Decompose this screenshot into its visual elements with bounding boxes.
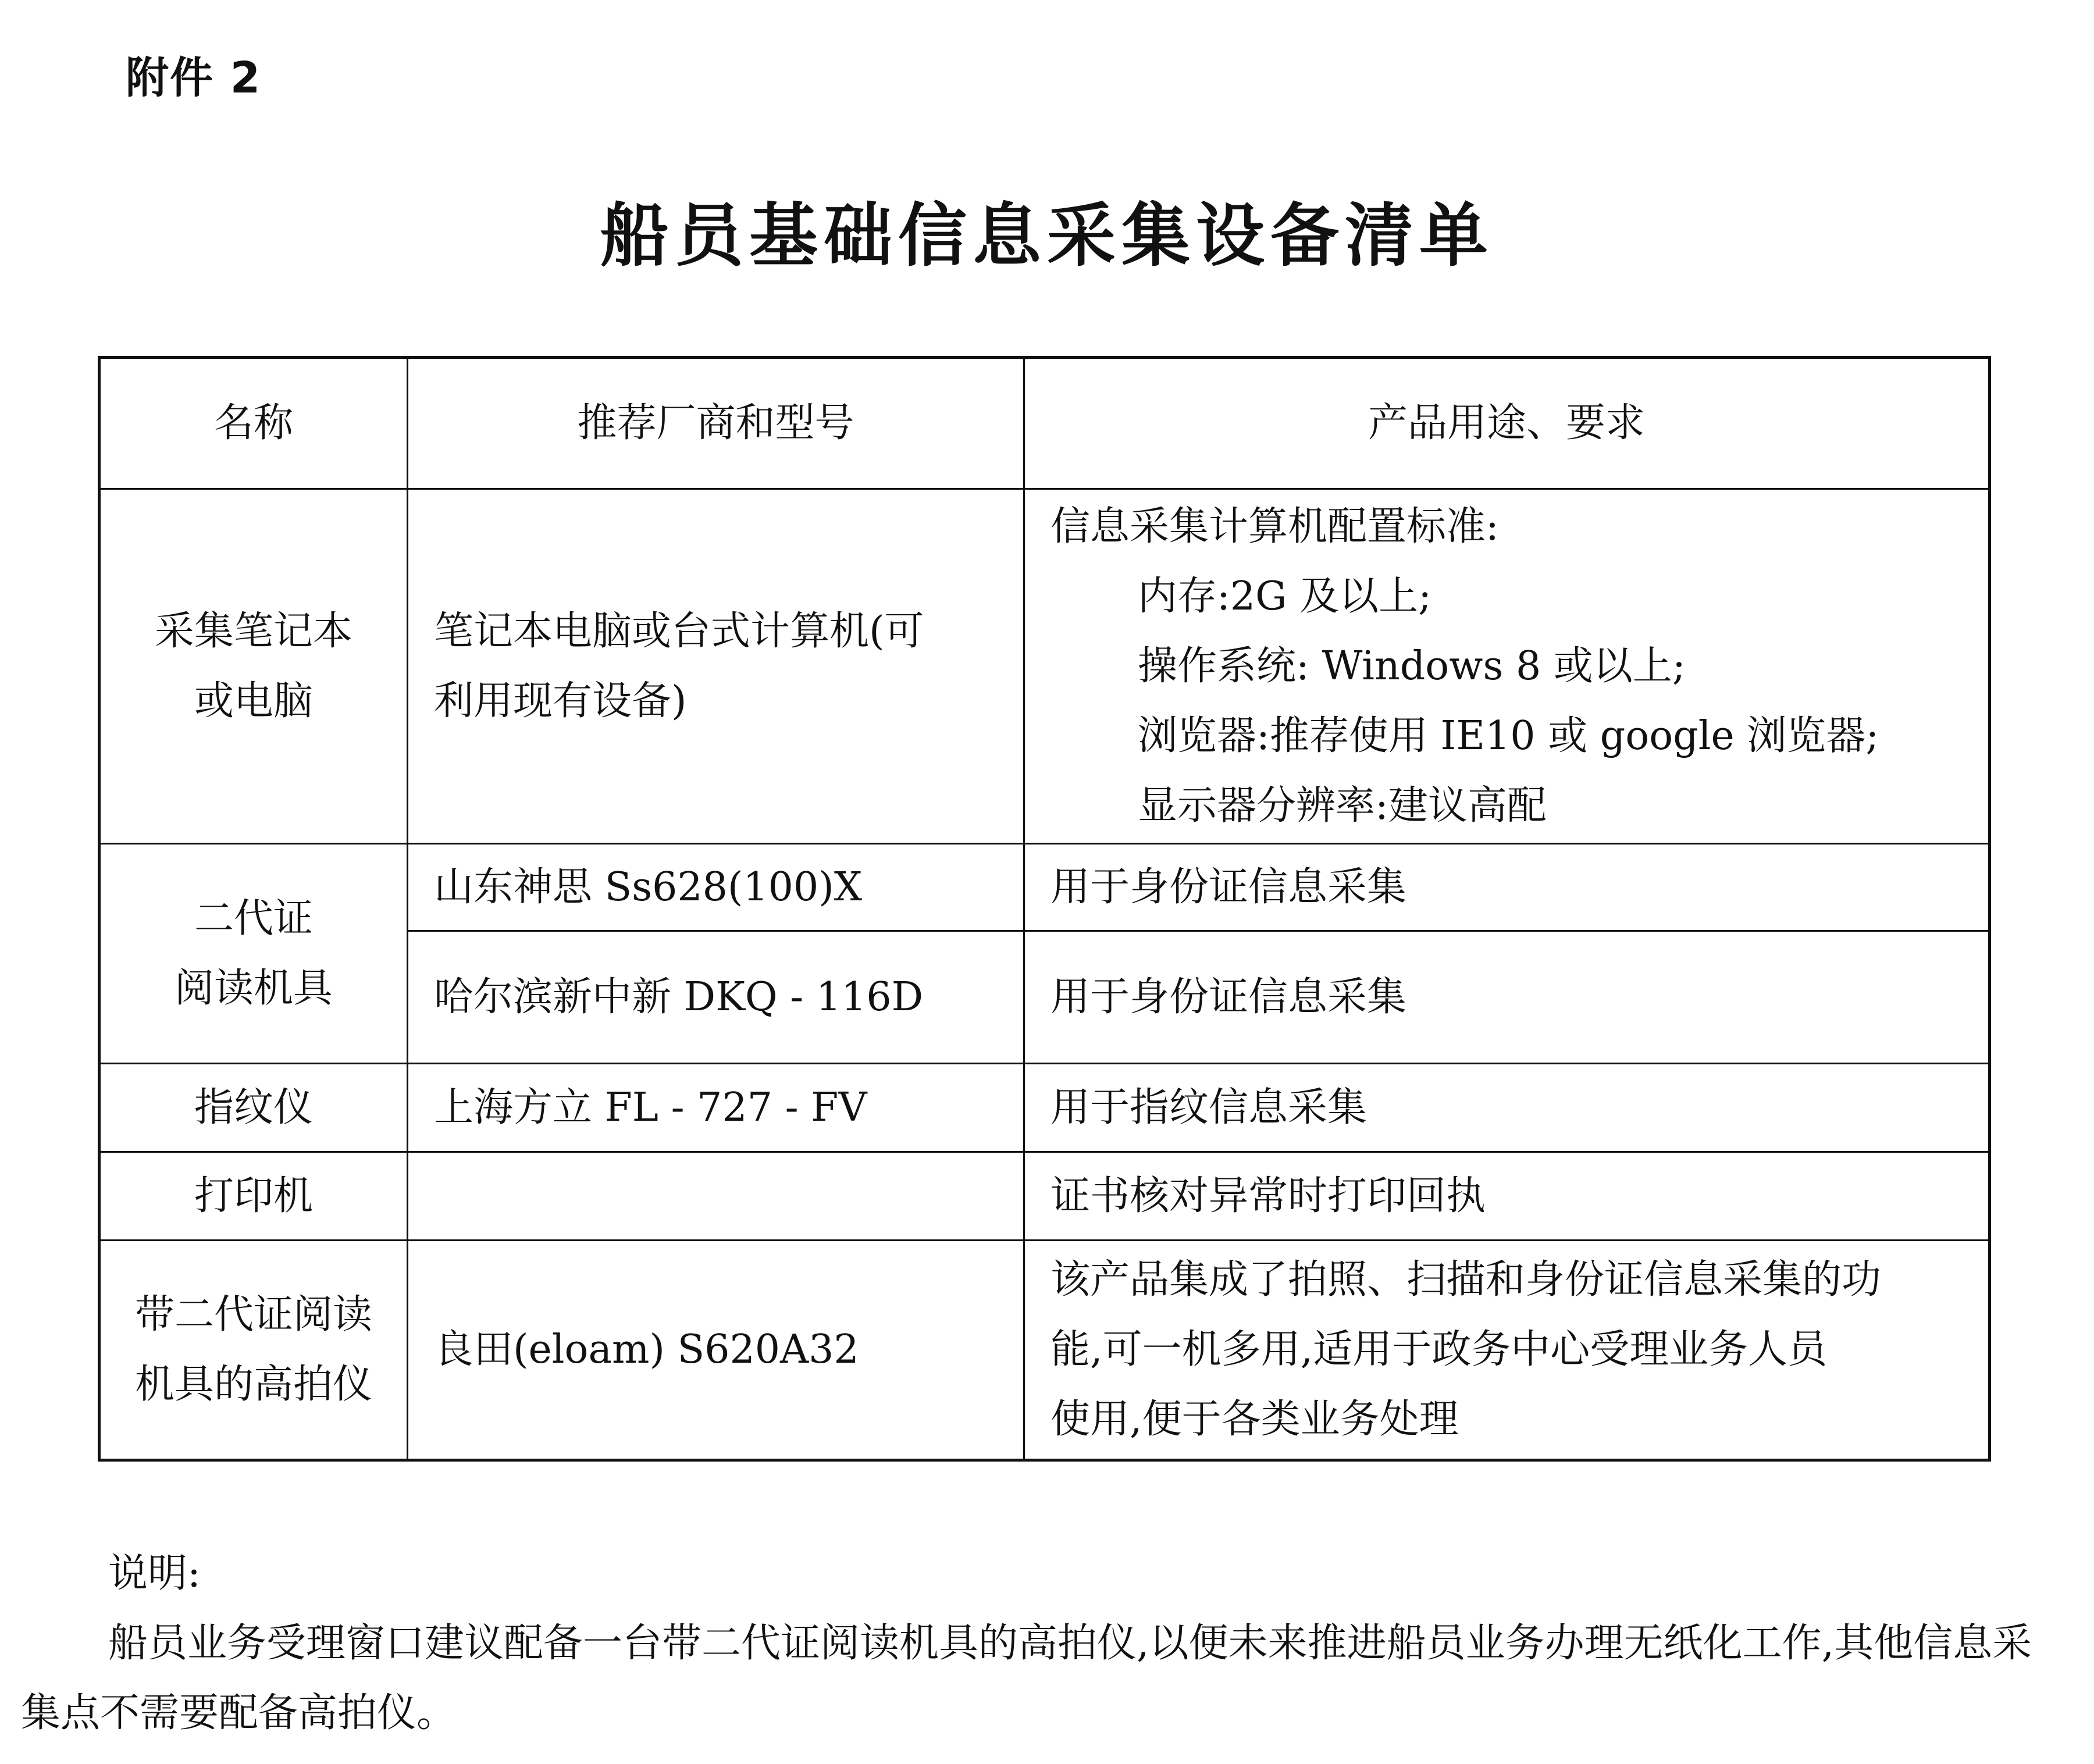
- cell-line: 机具的高拍仪: [134, 1362, 372, 1407]
- cell-line: 采集笔记本: [154, 608, 352, 654]
- cell-line: 二代证: [194, 895, 313, 942]
- cell-use: 用于身份证信息采集: [1024, 931, 1990, 1064]
- cell-model: 上海方立 FL - 727 - FV: [408, 1064, 1024, 1152]
- cell-model: [408, 1152, 1024, 1241]
- notes-heading: 说明:: [108, 1551, 201, 1596]
- table-row: [99, 1241, 1990, 1460]
- table-row: [99, 1152, 1990, 1241]
- cell-line: 利用现有设备): [434, 678, 687, 724]
- cell-line: 带二代证阅读: [134, 1292, 372, 1338]
- header-model: 推荐厂商和型号: [408, 358, 1024, 489]
- header-name: 名称: [99, 358, 408, 489]
- cell-line: 或电脑: [194, 678, 313, 724]
- table-row: [99, 1064, 1990, 1152]
- cell-model: 哈尔滨新中新 DKQ - 116D: [408, 931, 1024, 1064]
- cell-line: 信息采集计算机配置标准:: [1050, 503, 1499, 550]
- cell-name: 打印机: [99, 1152, 408, 1241]
- document-title: 船员基础信息采集设备清单: [600, 195, 1494, 276]
- cell-name: [99, 844, 408, 1064]
- cell-line: 显示器分辨率:建议高配: [1138, 782, 1547, 829]
- cell-name: [99, 489, 408, 844]
- cell-line: 使用,便于各类业务处理: [1050, 1396, 1459, 1442]
- cell-line: 内存:2G 及以上;: [1138, 573, 1432, 619]
- cell-model: 良田(eloam) S620A32: [408, 1241, 1024, 1460]
- cell-line: 浏览器:推荐使用 IE10 或 google 浏览器;: [1138, 712, 1879, 759]
- cell-model: 山东神思 Ss628(100)X: [408, 844, 1024, 931]
- cell-use: 用于指纹信息采集: [1024, 1064, 1990, 1152]
- table-header-row: [99, 358, 1990, 489]
- header-use: 产品用途、要求: [1024, 358, 1990, 489]
- cell-name: [99, 1241, 408, 1460]
- table-row: [99, 844, 1990, 931]
- equipment-table: [98, 356, 1991, 1462]
- cell-line: 阅读机具: [174, 965, 333, 1011]
- cell-line: 能,可一机多用,适用于政务中心受理业务人员: [1050, 1327, 1828, 1373]
- cell-line: 操作系统: Windows 8 或以上;: [1138, 643, 1686, 689]
- cell-use: [1024, 489, 1990, 844]
- table-row: [99, 489, 1990, 844]
- notes-body: 船员业务受理窗口建议配备一台带二代证阅读机具的高拍仪,以便未来推进船员业务办理无纸化工作,其他信息采集点不需要配备高拍仪。: [21, 1620, 2032, 1736]
- cell-use: 用于身份证信息采集: [1024, 844, 1990, 931]
- cell-line: 该产品集成了拍照、扫描和身份证信息采集的功: [1050, 1257, 1882, 1303]
- cell-use: [1024, 1241, 1990, 1460]
- cell-name: 指纹仪: [99, 1064, 408, 1152]
- cell-model: [408, 489, 1024, 844]
- attachment-label: 附件 2: [126, 53, 262, 103]
- cell-line: 笔记本电脑或台式计算机(可: [434, 608, 924, 654]
- cell-use: 证书核对异常时打印回执: [1024, 1152, 1990, 1241]
